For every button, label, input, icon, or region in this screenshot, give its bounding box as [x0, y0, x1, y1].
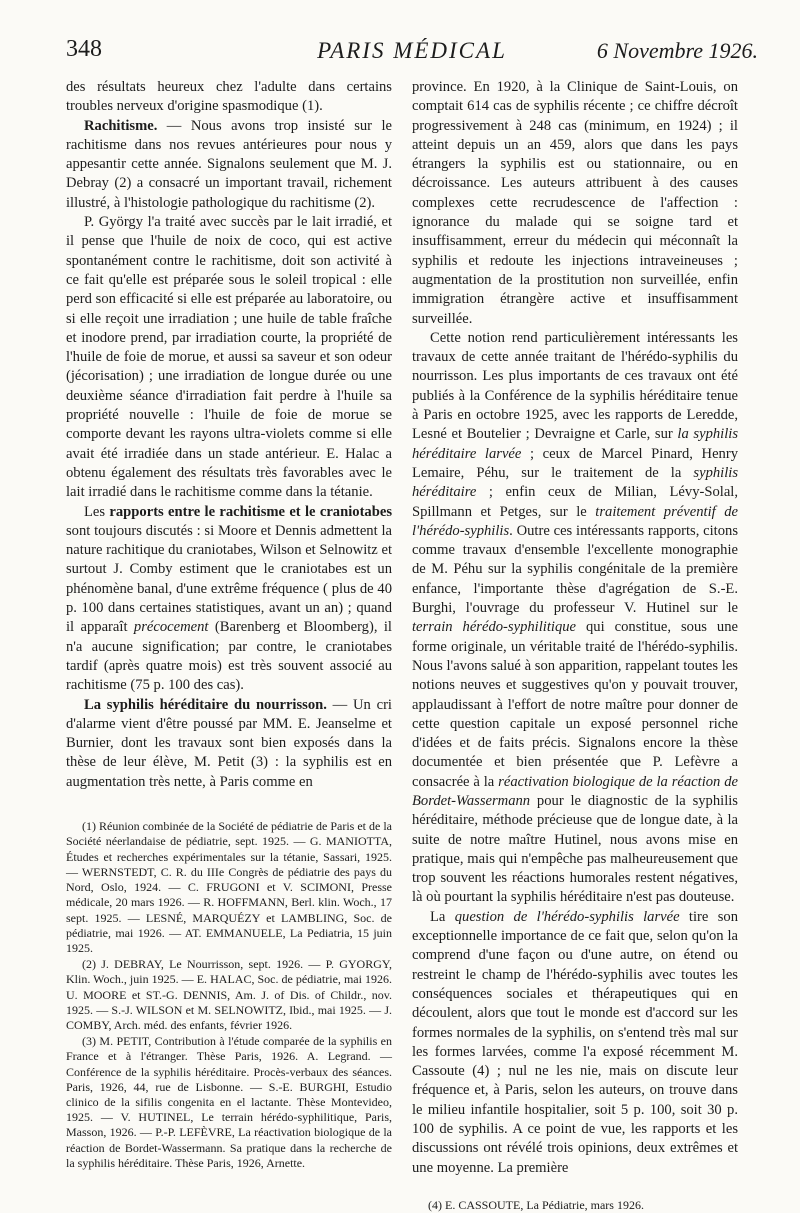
footnote: (3) M. PETIT, Contribution à l'étude comparée de la syphilis en France et à l'étranger. Thèse Paris, 1926. A. Legrand. — Conférence de la syphilis héréditaire. Procès-verbaux des séances. Paris, 1926, 44, rue de Lisbonne. — S.-E. BURGHI, Estudio clinico de la sifilis congenita en el lactante. Thèse Montevideo, 1925. — V. HUTINEL, Le terrain hérédo-syphilitique, Paris, Masson, 1926. — P.-P. LEFÈVRE, La réactivation biologique de la réaction de Bordet-Wassermann. Sa pratique dans la recherche de la syphilis héréditaire. Thèse Paris, 1926, Arnette. [66, 1034, 392, 1170]
journal-title: PARIS MÉDICAL [317, 38, 507, 63]
paragraph-rachitisme: Rachitisme. — Nous avons trop insisté sur le rachitisme dans nos revues antérieures pour nous y appesantir cette année. Signalons seulement que M. J. Debray (2) a consacré un important travail, richement illustré, à l'histologie pathologique du rachitisme (2). [66, 117, 392, 211]
footnotes-right [412, 1198, 738, 1213]
paragraph: La question de l'hérédo-syphilis larvée tire son exceptionnelle importance de ce fait que, selon qu'on la comprend d'une façon ou d'une autre, on étend ou restreint le champ de l'hérédo-syphilis avec toutes les conséquences sociales et thérapeutiques qui en découlent, alors que tout le monde est d'accord sur les formes normales de la syphilis, on s'entend très mal sur les formes larvées, comme l'a exposé récemment M. Cassoute (4) ; nul ne les nie, mais on discute leur fréquence et, à Paris, selon les auteurs, on trouve dans le milieu infantile hospitalier, soit 5 p. 100, soit 30 p. 100 de syphilis. A ce point de vue, les rapports et les discussions ont révélé trois opinions, deux extrêmes et une moyenne. La première [412, 908, 738, 1176]
footnote: (4) E. CASSOUTE, La Pédiatrie, mars 1926. [428, 1197, 644, 1212]
left-column [66, 78, 392, 1172]
section-heading: La syphilis héréditaire du nourrisson. [84, 696, 327, 713]
right-column [412, 78, 738, 1213]
section-heading: Rachitisme. [84, 117, 158, 134]
issue-date: 6 Novembre 1926. [596, 38, 758, 63]
paragraph: Cette notion rend particulièrement intéressants les travaux de cette année traitant de l'hérédo-syphilis du nourrisson. Les plus importants de ces travaux ont été publiés à la Conférence de la syphilis héréditaire tenue à Paris en octobre 1925, avec les rapports de Leredde, Lesné et Boutelier ; Devraigne et Carle, sur la syphilis héréditaire larvée ; ceux de Marcel Pinard, Henry Lemaire, Péhu, sur le traitement de la syphilis héréditaire ; enfin ceux de Milian, Lévy-Solal, Spillmann et Petges, sur le traitement préventif de l'hérédo-syphilis. Outre ces intéressants rapports, citons comme travaux d'ensemble l'excellente monographie de M. Péhu sur la syphilis congénitale de la première enfance, l'importante thèse d'agrégation de S.-E. Burghi, l'ouvrage du professeur V. Hutinel sur le terrain hérédo-syphilitique qui constitue, sous une forme originale, un véritable traité de l'hérédo-syphilis. Nous l'avons salué à son apparition, rappelant toutes les notions neuves et suggestives qu'on y pouvait trouver, applaudissant à l'effort de notre maître pour donner de cette question capitale un exposé personnel riche d'idées et de faits précis. Signalons encore la thèse documentée et bien présentée que P. Lefèvre a consacrée à la réactivation biologique de la réaction de Bordet-Wassermann pour le diagnostic de la syphilis héréditaire, méthode précieuse que de longue date, à la suite de notre maître Hutinel, nous avons mise en pratique, mais qui n'empêche pas malheureusement que trop souvent les réactions humorales restent négatives, là où pourtant la syphilis héréditaire n'est pas douteuse. [412, 329, 739, 906]
page-number: 348 [66, 36, 102, 62]
footnote: (2) J. DEBRAY, Le Nourrisson, sept. 1926. — P. GYORGY, Klin. Woch., juin 1925. — E. HALAC, Soc. de pédiatrie, mai 1926. U. MOORE et ST.-G. DENNIS, Am. J. of Dis. of Childr., nov. 1925. — S.-J. WILSON et M. SELNOWITZ, Ibid., mai 1925. — J. COMBY, Arch. méd. des enfants, février 1926. [66, 957, 392, 1032]
footnote: (1) Réunion combinée de la Société de pédiatrie de Paris et de la Société néerlandaise de pédiatrie, sept. 1925. — G. MANIOTTA, Études et recherches expérimentales sur la tétanie, Sassari, 1925. — WERNSTEDT, C. R. du IIIe Congrès de pédiatrie des pays du Nord, Oslo, 1924. — C. FRUGONI et V. SCIMONI, Presse médicale, 20 mars 1926. — R. HOFFMANN, Berl. klin. Woch., 17 sept. 1925. — LESNÉ, MARQUÉZY et LAMBLING, Soc. de pédiatrie, mai 1926. — AT. EMMANUELE, La Pediatria, 15 juin 1925. [66, 819, 392, 955]
paragraph: P. Györgу l'a traité avec succès par le lait irradié, et il pense que l'huile de noix de coco, qui est active spontanément contre le rachitisme, doit son activité à ce fait qu'elle est préparée sous le soleil tropical : elle perd son efficacité si elle est préparée au laboratoire, ou si elle reçoit une irradiation ; une huile de table fraîche et inodore prend, par irradiation courte, la propriété de l'huile de foie de morue, et aussi sa saveur et son odeur (jécorisation) ; une irradiation de longue durée ou une deuxième séance d'irradiation fait perdre à l'huile sa propriété nouvelle : l'huile de foie de morue se comporte devant les rayons ultra-violets comme si elle avait été irradiée dans un stade antérieur. E. Halac a obtenu également des résultats très favorables avec le lait irradié dans le rachitisme comme dans la tétanie. [66, 214, 392, 501]
paragraph: province. En 1920, à la Clinique de Saint-Louis, on comptait 614 cas de syphilis récente ; ce chiffre décroît progressivement à 248 cas (minimum, en 1924) ; il atteint depuis un an 459, alors que dans les pays étrangers la syphilis est ou stationnaire, ou en décroissance. Les auteurs attribuent à des causes complexes cette recrudescence de l'affection : ignorance du malade qui se soigne tard et insuffisamment, erreur du médecin qui méconnaît la syphilis et redoute les injections intraveineuses ; augmentation de la prostitution non surveillée, enfin immigration étrangère active et insuffisamment surveillée. [412, 79, 738, 327]
paragraph-syphilis: La syphilis héréditaire du nourrisson. — Un cri d'alarme vient d'être poussé par MM. E. Jeanselme et Burnier, dont les travaux sont bien exposés dans la thèse de leur élève, M. Petit (3) : la syphilis est en augmentation très nette, à Paris comme en [66, 696, 392, 790]
footnote-divider [66, 795, 392, 805]
footnotes-left [66, 819, 392, 1171]
paragraph-craniotabes: Les rapports entre le rachitisme et le craniotabes sont toujours discutés : si Moore et Dennis admettent la nature rachitique du craniotabes, Wilson et Selnowitz et surtout J. Comby estiment que le craniotabes est un phénomène banal, d'une extrême fréquence ( plus de 40 p. 100 dans certaines statistiques, avant un an) ; quand il apparaît précocement (Barenberg et Bloomberg), il n'a aucune signification; par contre, le craniotabes tardif (après quatre mois) est très souvent associé au rachitisme (75 p. 100 des cas). [66, 503, 392, 694]
page-header [66, 36, 758, 70]
section-heading: rapports entre le rachitisme et le craniotabes [109, 503, 392, 520]
paragraph: des résultats heureux chez l'adulte dans certains troubles nerveux d'origine spasmodique (1). [66, 79, 392, 115]
